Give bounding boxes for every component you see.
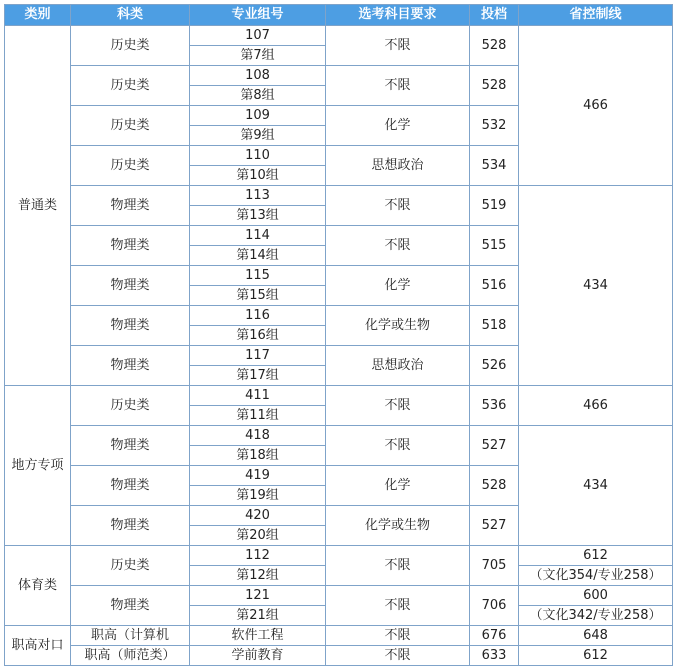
group-name-cell: 第19组 [190,486,326,506]
score-cell: 528 [470,26,519,66]
subject-cell: 物理类 [71,306,190,346]
control-line-note: （文化354/专业258） [519,566,673,586]
major-cell: 学前教育 [190,646,326,666]
score-cell: 527 [470,506,519,546]
requirement-cell: 化学 [326,466,470,506]
header-row [5,5,673,26]
group-name-cell: 第12组 [190,566,326,586]
score-cell: 676 [470,626,519,646]
group-name-cell: 第13组 [190,206,326,226]
requirement-cell: 思想政治 [326,146,470,186]
group-code-cell: 109 [190,106,326,126]
score-cell: 518 [470,306,519,346]
subject-cell: 物理类 [71,186,190,226]
score-cell: 516 [470,266,519,306]
header-subject-requirement: 选考科目要求 [326,5,470,26]
subject-cell: 历史类 [71,146,190,186]
header-control-line: 省控制线 [519,5,673,26]
requirement-cell: 化学或生物 [326,306,470,346]
category-cell: 普通类 [5,26,71,386]
group-name-cell: 第20组 [190,526,326,546]
table-row [5,586,673,606]
control-line-cell: 612 [519,546,673,566]
requirement-cell: 化学或生物 [326,506,470,546]
requirement-cell: 不限 [326,646,470,666]
control-line-cell: 612 [519,646,673,666]
category-cell: 体育类 [5,546,71,626]
score-cell: 519 [470,186,519,226]
score-cell: 534 [470,146,519,186]
requirement-cell: 不限 [326,586,470,626]
group-name-cell: 第9组 [190,126,326,146]
control-line-cell: 648 [519,626,673,646]
group-name-cell: 第18组 [190,446,326,466]
table-body [5,26,673,666]
group-name-cell: 第8组 [190,86,326,106]
group-code-cell: 114 [190,226,326,246]
score-cell: 527 [470,426,519,466]
score-cell: 633 [470,646,519,666]
group-name-cell: 第10组 [190,166,326,186]
header-admission-score: 投档 [470,5,519,26]
control-line-cell: 600 [519,586,673,606]
score-cell: 706 [470,586,519,626]
subject-cell: 物理类 [71,506,190,546]
group-code-cell: 107 [190,26,326,46]
group-name-cell: 第11组 [190,406,326,426]
subject-cell: 物理类 [71,226,190,266]
group-code-cell: 113 [190,186,326,206]
admission-table [4,4,673,666]
requirement-cell: 不限 [326,426,470,466]
score-cell: 526 [470,346,519,386]
score-cell: 536 [470,386,519,426]
requirement-cell: 思想政治 [326,346,470,386]
requirement-cell: 化学 [326,106,470,146]
requirement-cell: 不限 [326,626,470,646]
table-row [5,386,673,406]
group-code-cell: 112 [190,546,326,566]
requirement-cell: 不限 [326,546,470,586]
table-row [5,626,673,646]
table-row [5,546,673,566]
group-name-cell: 第17组 [190,366,326,386]
table-row [5,26,673,46]
group-code-cell: 419 [190,466,326,486]
group-name-cell: 第7组 [190,46,326,66]
group-code-cell: 411 [190,386,326,406]
group-code-cell: 108 [190,66,326,86]
category-cell: 地方专项 [5,386,71,546]
subject-cell: 物理类 [71,586,190,626]
table-row [5,426,673,446]
control-line-note: （文化342/专业258） [519,606,673,626]
requirement-cell: 不限 [326,186,470,226]
subject-cell: 物理类 [71,346,190,386]
control-line-cell: 434 [519,186,673,386]
score-cell: 528 [470,466,519,506]
group-name-cell: 第16组 [190,326,326,346]
category-cell: 职高对口 [5,626,71,666]
header-group-number: 专业组号 [190,5,326,26]
subject-cell: 物理类 [71,266,190,306]
subject-cell: 历史类 [71,546,190,586]
group-code-cell: 418 [190,426,326,446]
control-line-cell: 466 [519,26,673,186]
header-category: 类别 [5,5,71,26]
requirement-cell: 不限 [326,226,470,266]
control-line-cell: 434 [519,426,673,546]
header-subject-type: 科类 [71,5,190,26]
subject-cell: 历史类 [71,66,190,106]
requirement-cell: 化学 [326,266,470,306]
group-code-cell: 116 [190,306,326,326]
subject-cell: 历史类 [71,26,190,66]
subject-cell: 物理类 [71,426,190,466]
requirement-cell: 不限 [326,386,470,426]
table-row [5,186,673,206]
group-code-cell: 110 [190,146,326,166]
group-name-cell: 第15组 [190,286,326,306]
group-code-cell: 121 [190,586,326,606]
subject-cell: 物理类 [71,466,190,506]
major-cell: 软件工程 [190,626,326,646]
requirement-cell: 不限 [326,26,470,66]
score-cell: 705 [470,546,519,586]
group-code-cell: 420 [190,506,326,526]
score-cell: 515 [470,226,519,266]
group-name-cell: 第14组 [190,246,326,266]
group-code-cell: 115 [190,266,326,286]
subject-cell: 职高（计算机 [71,626,190,646]
group-code-cell: 117 [190,346,326,366]
score-cell: 532 [470,106,519,146]
group-name-cell: 第21组 [190,606,326,626]
requirement-cell: 不限 [326,66,470,106]
table-row [5,646,673,666]
control-line-cell: 466 [519,386,673,426]
subject-cell: 职高（师范类） [71,646,190,666]
subject-cell: 历史类 [71,386,190,426]
score-cell: 528 [470,66,519,106]
subject-cell: 历史类 [71,106,190,146]
